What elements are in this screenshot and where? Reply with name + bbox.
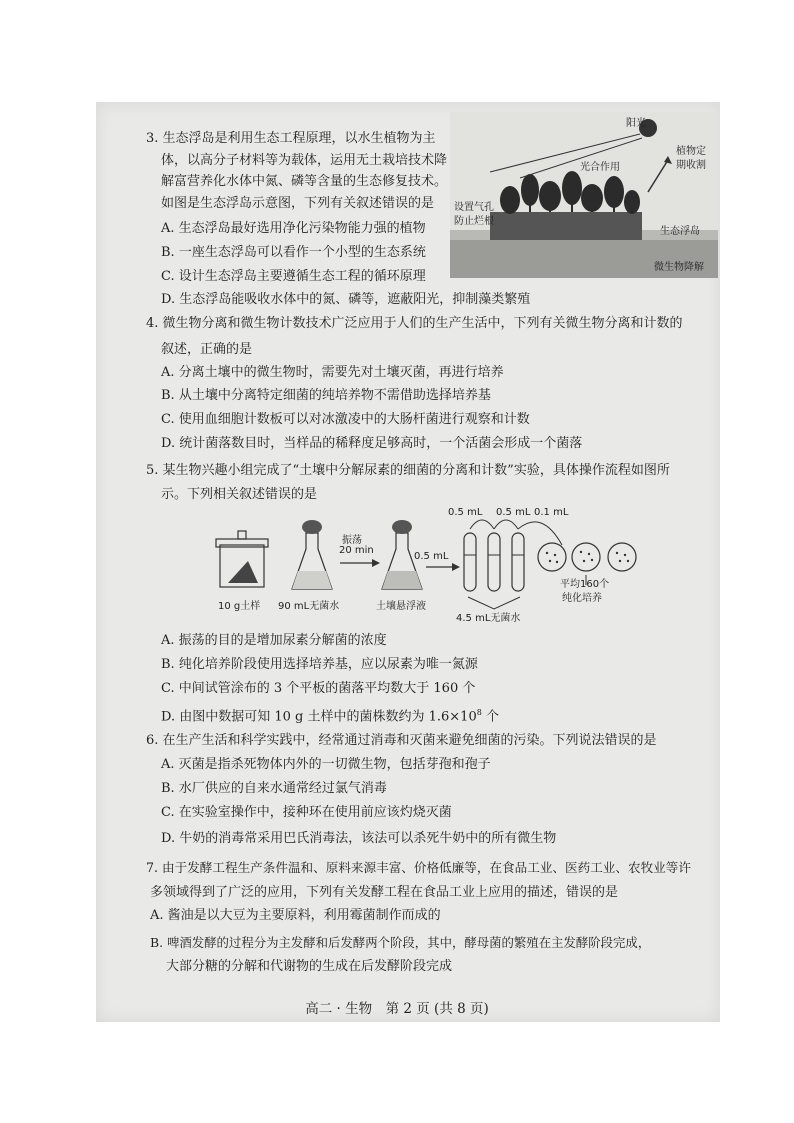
q6-option-a: A. 灭菌是指杀死物体内外的一切微生物，包括芽孢和孢子 bbox=[161, 757, 491, 772]
q5-option-c: C. 中间试管涂布的 3 个平板的菌落平均数大于 160 个 bbox=[161, 681, 476, 696]
q5-option-a: A. 振荡的目的是增加尿素分解菌的浓度 bbox=[161, 633, 387, 648]
q7-option-a: A. 酱油是以大豆为主要原料，利用霉菌制作而成的 bbox=[150, 908, 441, 923]
q3-option-c: C. 设计生态浮岛主要遵循生态工程的循环原理 bbox=[161, 269, 426, 284]
island-label: 生态浮岛 bbox=[660, 226, 700, 237]
shake-label: 振荡 bbox=[342, 535, 362, 546]
sterile-water-90-label: 90 mL无菌水 bbox=[278, 601, 340, 612]
q5-stem-2: 示。下列相关叙述错误的是 bbox=[161, 487, 318, 502]
q3-line-4: 如图是生态浮岛示意图，下列有关叙述错误的是 bbox=[161, 195, 435, 211]
suspension-label: 土壤悬浮液 bbox=[376, 601, 426, 612]
q7-stem-1: 7. 由于发酵工程生产条件温和、原料来源丰富、价格低廉等，在食品工业、医药工业、农牧业等许 bbox=[146, 860, 691, 875]
q3-line-1: 3. 生态浮岛是利用生态工程原理，以水生植物为主 bbox=[146, 131, 436, 146]
q5-option-d bbox=[161, 702, 499, 728]
q7-option-b-2: 大部分糖的分解和代谢物的生成在后发酵阶段完成 bbox=[166, 959, 453, 974]
transfer-volume-1: 0.5 mL bbox=[414, 551, 449, 562]
q6-option-d: D. 牛奶的消毒常采用巴氏消毒法，该法可以杀死牛奶中的所有微生物 bbox=[161, 831, 557, 846]
shake-time-label: 20 min bbox=[339, 545, 374, 556]
sterile-water-45-label: 4.5 mL无菌水 bbox=[456, 613, 521, 624]
q5-option-b: B. 纯化培养阶段使用选择培养基，应以尿素为唯一氮源 bbox=[161, 657, 478, 672]
q4-stem-1: 4. 微生物分离和微生物计数技术广泛应用于人们的生产生活中，下列有关微生物分离和计数的 bbox=[146, 316, 683, 331]
q6-stem: 6. 在生产生活和科学实践中，经常通过消毒和灭菌来避免细菌的污染。下列说法错误的是 bbox=[146, 733, 657, 748]
harvest-label-1: 植物定 bbox=[676, 146, 706, 157]
microbe-label: 微生物降解 bbox=[654, 262, 704, 273]
q7-option-b-1: B. 啤酒发酵的过程分为主发酵和后发酵两个阶段，其中，酵母菌的繁殖在主发酵阶段完成， bbox=[150, 935, 651, 950]
page-footer: 高二 · 生物 第 2 页 (共 8 页) bbox=[305, 1001, 489, 1017]
q6-option-c: C. 在实验室操作中，接种环在使用前应该灼烧灭菌 bbox=[161, 805, 452, 820]
harvest-label-2: 期收割 bbox=[676, 160, 706, 171]
q7-stem-2: 多领域得到了广泛的应用，下列有关发酵工程在食品工业上应用的描述，错误的是 bbox=[150, 885, 619, 900]
q5-option-d-suffix: 个 bbox=[481, 709, 499, 725]
q3-line-3: 解富营养化水体中氮、磷等含量的生态修复技术。 bbox=[161, 174, 448, 189]
q4-option-c: C. 使用血细胞计数板可以对冰激凌中的大肠杆菌进行观察和计数 bbox=[161, 412, 530, 427]
q4-option-a: A. 分离土壤中的微生物时，需要先对土壤灭菌，再进行培养 bbox=[161, 365, 504, 380]
floating-island-illustration bbox=[450, 112, 718, 278]
purification-label: 纯化培养 bbox=[562, 593, 602, 604]
photosynthesis-label: 光合作用 bbox=[580, 162, 620, 173]
q4-option-b: B. 从土壤中分离特定细菌的纯培养物不需借助选择培养基 bbox=[161, 388, 491, 403]
q5-option-d-text: D. 由图中数据可知 10 g 土样中的菌株数约为 1.6×10 bbox=[161, 709, 477, 725]
vent-label-2: 防止烂根 bbox=[454, 216, 494, 227]
q3-option-b: B. 一座生态浮岛可以看作一个小型的生态系统 bbox=[161, 245, 426, 260]
transfer-volume-2: 0.5 mL bbox=[448, 507, 483, 518]
soil-dilution-figure bbox=[212, 505, 652, 625]
q6-option-b: B. 水厂供应的自来水通常经过氯气消毒 bbox=[161, 781, 387, 796]
q3-option-a: A. 生态浮岛最好选用净化污染物能力强的植物 bbox=[161, 221, 426, 236]
q4-stem-2: 叙述，正确的是 bbox=[161, 342, 253, 357]
q5-option-d-exponent: 8 bbox=[476, 708, 482, 717]
soil-sample-label: 10 g土样 bbox=[218, 601, 261, 612]
transfer-volume-3: 0.5 mL bbox=[496, 507, 531, 518]
q3-line-2: 体，以高分子材料等为载体，运用无土栽培技术降 bbox=[161, 152, 448, 168]
q4-option-d: D. 统计菌落数目时，当样品的稀释度足够高时，一个活菌会形成一个菌落 bbox=[161, 436, 583, 451]
transfer-volume-4: 0.1 mL bbox=[534, 507, 569, 518]
average-count-label: 平均160个 bbox=[560, 579, 610, 590]
floating-island-figure bbox=[450, 112, 718, 278]
q3-option-d: D. 生态浮岛能吸收水体中的氮、磷等，遮蔽阳光，抑制藻类繁殖 bbox=[161, 292, 531, 307]
sun-label: 阳光 bbox=[626, 118, 646, 129]
q5-stem-1: 5. 某生物兴趣小组完成了“土壤中分解尿素的细菌的分离和计数”实验，具体操作流程如图所 bbox=[146, 463, 670, 478]
vent-label-1: 设置气孔 bbox=[454, 202, 494, 213]
